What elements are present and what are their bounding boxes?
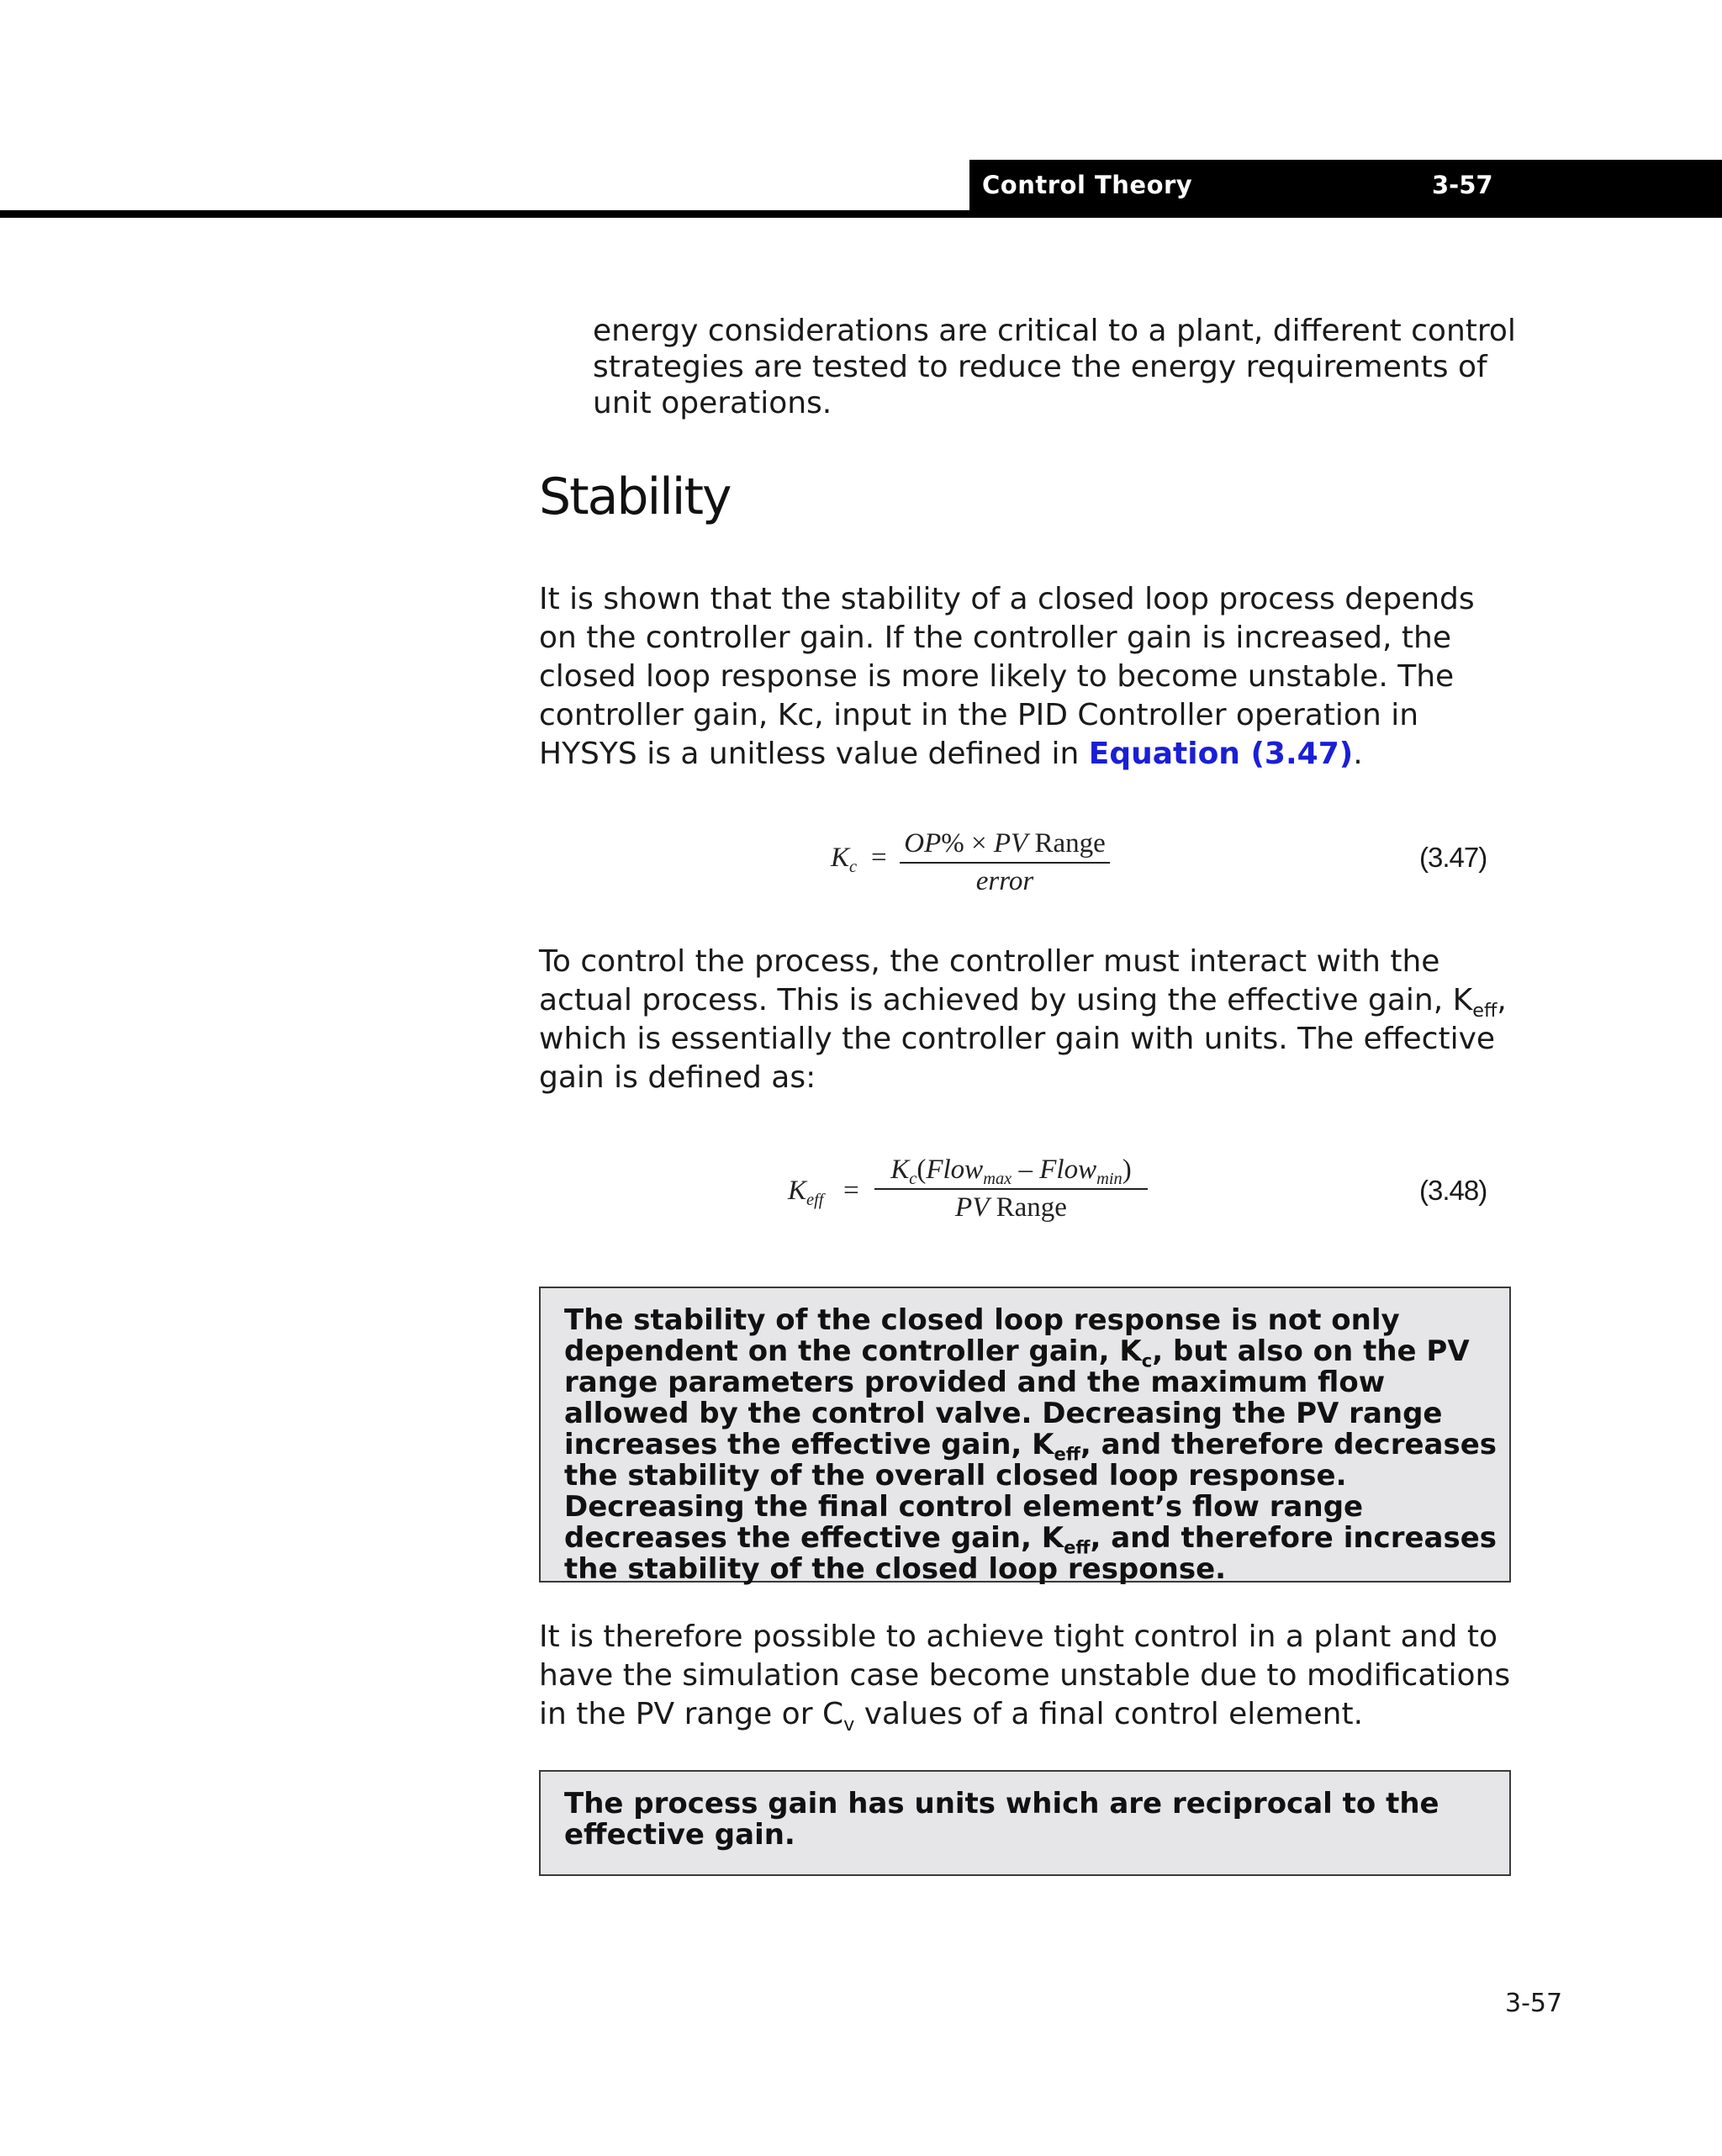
section-title: Stability [539, 468, 731, 526]
equation-number: (3.47) [1419, 842, 1487, 873]
intro-paragraph: energy considerations are critical to a plant, different control strategies are tested to reduce the energy requirements of unit operations. [593, 314, 1516, 420]
header-title: Control Theory [982, 171, 1193, 199]
equation-denominator: error [975, 866, 1034, 896]
header-page-number: 3-57 [1432, 171, 1493, 199]
equation-fraction [900, 828, 1110, 897]
header-rule [0, 210, 1722, 218]
equation-fraction [874, 1155, 1148, 1223]
equation-numerator: OP% × PV Range [904, 828, 1106, 859]
equals-sign: = [871, 843, 887, 873]
equation-denominator: PV Range [955, 1192, 1067, 1223]
running-header [969, 160, 1722, 210]
equation-lhs: $K_{eff}$ [788, 1176, 824, 1210]
fraction-bar [900, 862, 1110, 864]
paragraph-text: It is shown that the stability of a closed loop process depends on the controller gain. If the controller gain is increased, the closed loop response is more likely to become unstable. The controller gain, Kc, input in the PID Controller operation in HYSYS is a unitless value defined in [539, 582, 1475, 771]
note-box-stability [539, 1287, 1511, 1586]
equation-numerator: $K_c(Flow_{max}$ – Flow$_{min}$) [890, 1155, 1132, 1189]
note-box-process-gain [539, 1770, 1511, 1876]
equation-link[interactable]: Equation (3.47) [1088, 737, 1354, 771]
note-text: The process gain has units which are reciprocal to the effective gain. [564, 1787, 1439, 1852]
equation-lhs: $K_c$ [831, 843, 858, 877]
fraction-bar [874, 1188, 1148, 1190]
footer-page-number: 3-57 [1505, 1989, 1563, 2018]
equation-number: (3.48) [1419, 1175, 1487, 1206]
equals-sign: = [843, 1176, 859, 1206]
paragraph-text: . [1353, 737, 1363, 771]
paragraph-effective-gain: To control the process, the controller must interact with the actual process. This is achieved by using the effective gain, $K_{eff}$, which is essentially the controller gain with units. The effective gain is defined as: [539, 944, 1507, 1095]
note-text: The stability of the closed loop response is not only dependent on the controller gain, $K_c$, but also on the PV range parameters provided and the maximum flow allowed by the control valve. Decreasing the PV range increases the effective gain, $K_{eff}$, and therefore decreases the stability of the overall closed loop response. Decreasing the final control element’s flow range decreases the effective gain, $K_{eff}$, and therefore increases the stability of the closed loop response. [564, 1303, 1498, 1586]
paragraph-tight-control: It is therefore possible to achieve tight control in a plant and to have the simulation case become unstable due to modifications in the PV range or $C_v$ values of a final control element. [539, 1620, 1511, 1736]
paragraph-stability [539, 580, 1514, 774]
